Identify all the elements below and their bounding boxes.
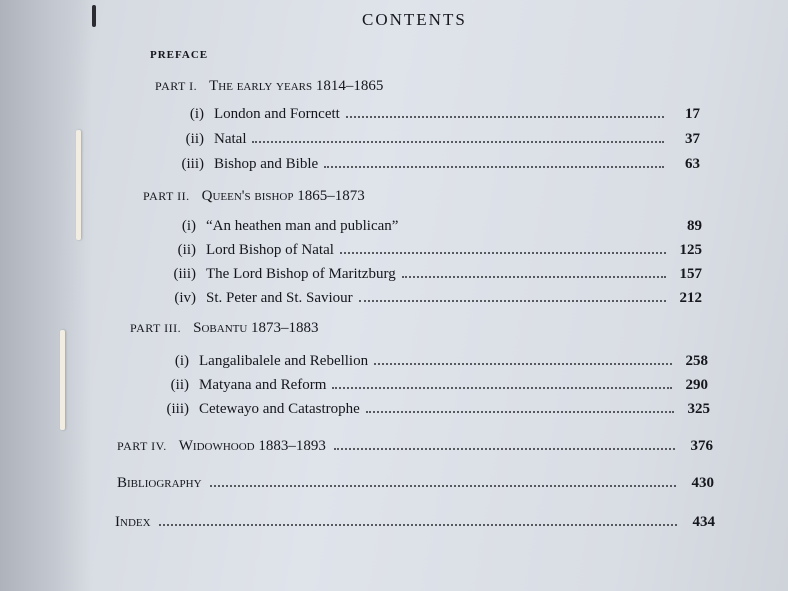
dot-leader bbox=[346, 116, 664, 118]
index-row bbox=[115, 514, 715, 531]
page-number: 258 bbox=[685, 353, 708, 369]
page-title: CONTENTS bbox=[362, 10, 467, 29]
chapter-row bbox=[170, 106, 700, 123]
dot-leader bbox=[340, 252, 666, 254]
chapter-number: (iii) bbox=[166, 401, 189, 417]
part-label: PART I. bbox=[155, 79, 198, 93]
bibliography-title: Bibliography bbox=[117, 475, 202, 491]
part-title: Queen's bishop 1865–1873 bbox=[201, 188, 365, 204]
chapter-title: The Lord Bishop of Maritzburg bbox=[206, 266, 396, 282]
chapter-number: (i) bbox=[181, 218, 196, 234]
chapter-title: Langalibalele and Rebellion bbox=[199, 353, 369, 369]
part-label: PART IV. bbox=[117, 439, 167, 453]
chapter-row bbox=[155, 353, 708, 370]
page-number: 325 bbox=[687, 401, 710, 417]
dot-leader bbox=[366, 411, 674, 413]
page-gutter-shadow bbox=[0, 0, 92, 591]
chapter-title: Cetewayo and Catastrophe bbox=[199, 401, 360, 417]
page-number: 434 bbox=[692, 514, 715, 530]
chapter-title: “An heathen man and publican” bbox=[206, 218, 399, 234]
bookmark-tick bbox=[92, 5, 96, 27]
part-label: PART III. bbox=[130, 321, 182, 335]
chapter-number: (ii) bbox=[170, 377, 189, 393]
chapter-row bbox=[155, 401, 710, 418]
dot-leader bbox=[359, 300, 666, 302]
dot-leader bbox=[334, 448, 675, 450]
chapter-row bbox=[162, 266, 702, 283]
part-heading bbox=[143, 188, 365, 205]
part-title: The early years 1814–1865 bbox=[209, 78, 384, 94]
chapter-title: Natal bbox=[214, 131, 247, 147]
page-number: 63 bbox=[685, 156, 700, 172]
chapter-title: Matyana and Reform bbox=[199, 377, 327, 393]
dot-leader bbox=[324, 166, 664, 168]
part-label: PART II. bbox=[143, 189, 190, 203]
page-number: 212 bbox=[679, 290, 702, 306]
page-number: 376 bbox=[690, 438, 713, 454]
page-number: 157 bbox=[679, 266, 702, 282]
chapter-number: (i) bbox=[174, 353, 189, 369]
index-title: Index bbox=[115, 514, 151, 530]
part-heading bbox=[155, 78, 383, 95]
page-number: 37 bbox=[685, 131, 700, 147]
chapter-row bbox=[155, 377, 708, 394]
dot-leader bbox=[159, 524, 677, 526]
part-row bbox=[117, 438, 713, 455]
page-number: 89 bbox=[687, 218, 702, 234]
chapter-row bbox=[170, 156, 700, 173]
page-number: 290 bbox=[685, 377, 708, 393]
part-title: Widowhood 1883–1893 bbox=[178, 438, 326, 454]
page-number: 430 bbox=[691, 475, 714, 491]
chapter-row bbox=[162, 242, 702, 259]
chapter-title: Lord Bishop of Natal bbox=[206, 242, 334, 258]
part-heading bbox=[130, 320, 319, 337]
part-title: Sobantu 1873–1883 bbox=[193, 320, 319, 336]
chapter-number: (iv) bbox=[174, 290, 196, 306]
chapter-number: (iii) bbox=[173, 266, 196, 282]
dot-leader bbox=[374, 363, 672, 365]
page-edge-mark bbox=[60, 330, 65, 430]
bibliography-row bbox=[117, 475, 714, 492]
chapter-title: St. Peter and St. Saviour bbox=[206, 290, 353, 306]
chapter-title: London and Forncett bbox=[214, 106, 340, 122]
page-number: 17 bbox=[685, 106, 700, 122]
dot-leader bbox=[402, 276, 666, 278]
page-number: 125 bbox=[679, 242, 702, 258]
page-edge-mark bbox=[76, 130, 81, 240]
preface-entry: PREFACE bbox=[150, 49, 209, 61]
chapter-number: (ii) bbox=[185, 131, 204, 147]
chapter-number: (iii) bbox=[181, 156, 204, 172]
chapter-number: (i) bbox=[189, 106, 204, 122]
chapter-row bbox=[162, 290, 702, 307]
dot-leader bbox=[332, 387, 672, 389]
dot-leader bbox=[210, 485, 676, 487]
chapter-title: Bishop and Bible bbox=[214, 156, 319, 172]
dot-leader bbox=[252, 141, 664, 143]
chapter-number: (ii) bbox=[177, 242, 196, 258]
chapter-row bbox=[170, 131, 700, 148]
chapter-row bbox=[162, 218, 702, 235]
